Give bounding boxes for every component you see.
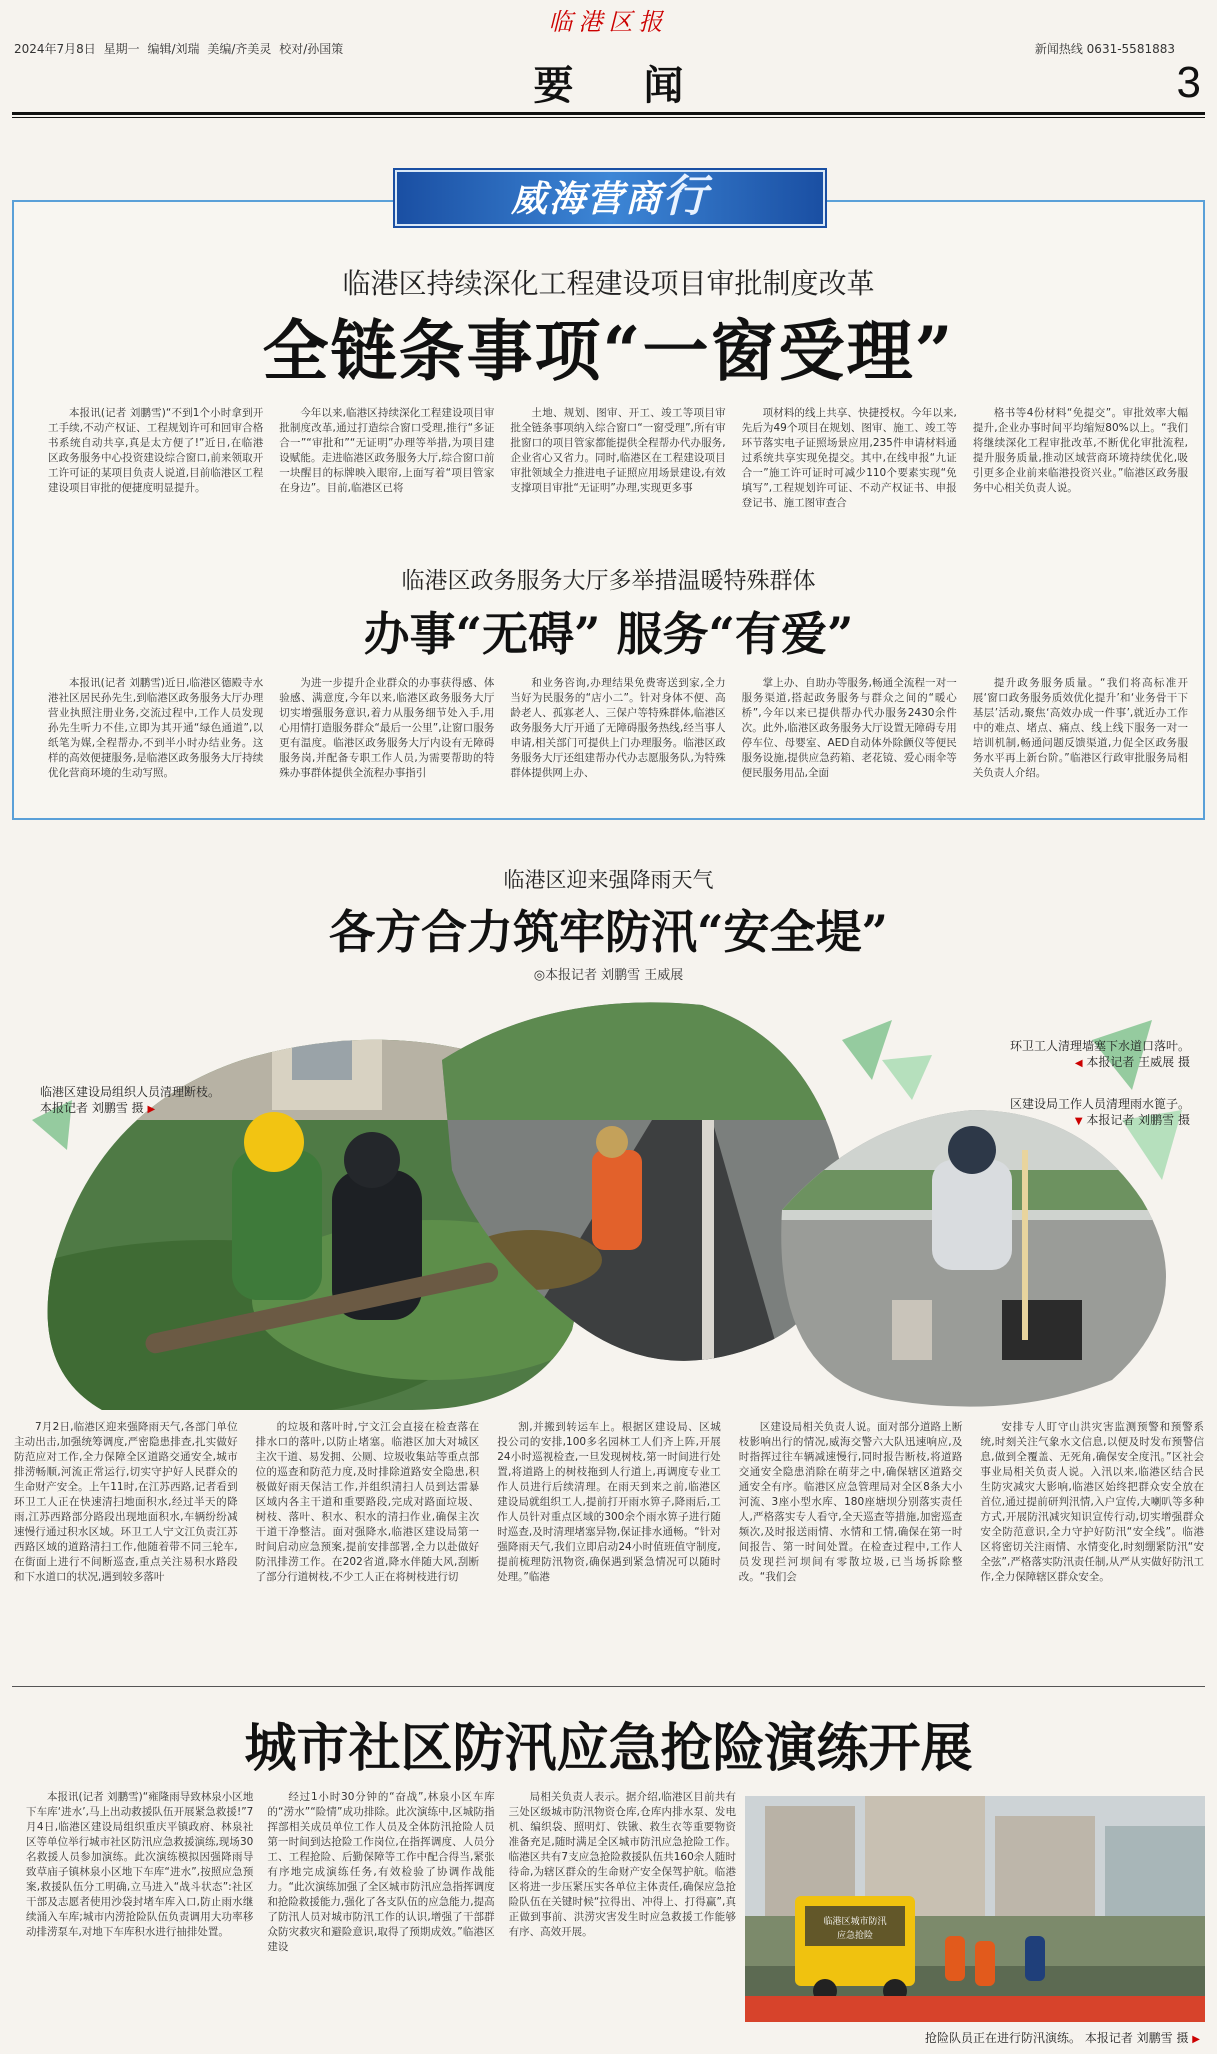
truck-label-2: 应急抢险 <box>836 1931 874 1941</box>
article1-col-4: 项材料的线上共享、快捷授权。今年以来,先后为49个项目在规划、图审、施工、竣工等环节落实电子证照场景应用,235件申请材料通过系统共享实现免提交。其中,在线申报“九证合一”施工许可证时可减少110个要素实现“免填写”,工程规划许可证、不动产权证书、申报登记书、施工图审查合 <box>741 407 957 509</box>
caption-right-top-credit: 本报记者 王威展 摄 <box>1086 1055 1190 1069</box>
article3-kicker: 临港区迎来强降雨天气 <box>503 868 714 892</box>
article3-col-4: 区建设局相关负责人说。面对部分道路上断枝影响出行的情况,威海交警六大队迅速响应,及时指挥过往车辆减速慢行,同时报告断枝,将道路交通安全隐患消除在萌芽之中,确保辖区道路交通安全有序。临港区应急管理局对全区8条大小河流、3座小型水库、180座塘坝分别落实责任人,严格落实专人看守,全天巡查等措施,加密巡查频次,及时报送雨情、水情和工情,确保在第一时间报告、第一时间处置。在检查过程中,工作人员发现拦河坝间有零散垃圾,已当场拆除整改。“我们会 <box>738 1421 963 1583</box>
date: 2024年7月8日 <box>14 42 96 56</box>
banner-big-char: 行 <box>663 171 709 222</box>
caption-right-mid-text: 区建设局工作人员清理雨水篦子。 <box>1009 1097 1190 1111</box>
caption-right-mid <box>1000 1096 1190 1130</box>
article2-col-2: 为进一步提升企业群众的办事获得感、体验感、满意度,今年以来,临港区政务服务大厅切实增强服务意识,着力从服务细节处入手,用心用情打造服务群众“最后一公里”,让窗口服务更有温度。临港区政务服务大厅内设有无障碍服务岗,并配备专职工作人员,为需要帮助的特殊办事群体提供全流程办事指引 <box>279 677 495 779</box>
article1-col-5: 格书等4份材料“免提交”。审批效率大幅提升,企业办事时间平均缩短80%以上。“我们将继续深化工程审批改革,不断优化审批流程,提升服务质量,推动区域营商环境持续优化,吸引更多企业前来临港投资兴业。”临港区政务服务中心相关负责人说。 <box>972 407 1189 494</box>
masthead: 临港区报 <box>548 8 669 36</box>
article4-body <box>26 1790 736 2030</box>
drill-photo <box>745 1796 1205 2022</box>
article2-col-5: 提升政务服务质量。“我们将高标准开展‘窗口政务服务质效优化提升’和‘业务骨干下基层’活动,聚焦‘高效办成一件事’,就近办工作中的难点、堵点、痛点、线上线下服务一对一培训机制,畅通问题反馈渠道,力促全区政务服务水平再上新台阶。”临港区行政审批服务局相关负责人介绍。 <box>972 677 1189 779</box>
proofreader: 校对/孙国策 <box>279 42 344 56</box>
caption-left-credit: 本报记者 刘鹏雪 摄 <box>40 1101 144 1115</box>
article2-headline: 办事“无碍” 服务“有爱” <box>363 607 854 661</box>
header-rule <box>12 112 1205 115</box>
header-rule-thin <box>12 117 1205 118</box>
truck-label-1: 临港区城市防汛 <box>823 1917 887 1927</box>
caption-left-text: 临港区建设局组织人员清理断枝。 <box>40 1085 221 1099</box>
article4-col-3: 局相关负责人表示。据介绍,临港区目前共有三处区级城市防汛物资仓库,仓库内排水泵、发电机、编织袋、照明灯、铁锹、救生衣等重要物资准备充足,随时满足全区城市防汛应急抢险工作。临港区共有7支应急抢险救援队伍共160余人随时待命,为辖区群众的生命财产安全保驾护航。临港区将进一步压紧压实各单位主体责任,确保应急抢险队伍在关键时候“拉得出、冲得上、打得赢”,真正做到事前、洪涝灾害发生时应急救援工作能够有序、高效开展。 <box>508 1791 736 1938</box>
article3-headline: 各方合力筑牢防汛“安全堤” <box>329 905 888 959</box>
pointer-right-icon: ▶ <box>1192 2034 1200 2045</box>
article2-col-4: 掌上办、自助办等服务,畅通全流程一对一服务渠道,搭起政务服务与群众之间的“暖心桥”,今年以来已提供帮办代办服务2430余件次。此外,临港区政务服务大厅设置无障碍专用停车位、母婴室、AED自动体外除颤仪等便民服务设施,提供应急药箱、老花镜、爱心雨伞等便民服务用品,全面 <box>741 677 957 779</box>
article2-kicker: 临港区政务服务大厅多举措温暖特殊群体 <box>401 568 816 594</box>
article1-col-2: 今年以来,临港区持续深化工程建设项目审批制度改革,通过打造综合窗口受理,推行“多证合一”“审批和”“无证明”办理等举措,为项目建设赋能。走进临港区政务服务大厅,综合窗口前一块醒目的标牌映入眼帘,上面写着“项目管家在身边”。目前,临港区已将 <box>279 407 495 494</box>
article1-col-1: 本报讯(记者 刘鹏雪)“不到1个小时拿到开工手续,不动产权证、工程规划许可和回审合格书系统自动共享,真是太方便了!”近日,在临港区政务服务中心投资建设综合窗口,前来领取开工许可证的某项目负责人说道,目前临港区工程建设项目审批的便捷度明显提升。 <box>48 407 264 494</box>
article1-body <box>48 406 1188 524</box>
article3-col-1: 7月2日,临港区迎来强降雨天气,各部门单位主动出击,加强统筹调度,严密隐患排查,扎实做好防范应对工作,全力保障全区道路交通安全,城市排涝畅顺,河流正常运行,切实守护好人民群众的生命财产安全。上午11时,在江苏西路,记者看到环卫工人正在快速清扫地面积水,经过半天的降雨,江苏西路部分路段出现地面积水,车辆纷纷减速慢行通过积水区域。环卫工人宁文江负责江苏西路区域的道路清扫工作,他随着带不同三轮车,在街面上进行不间断巡查,重点关注易积水路段和下水道口的状况,遇到较多落叶 <box>14 1421 238 1583</box>
article4-col-1: 本报讯(记者 刘鹏雪)“雍隆雨导致林泉小区地下车库‘进水’,马上出动救援队伍开展紧急救援!”7月4日,临港区建设局组织重庆平镇政府、林泉社区等单位举行城市社区防汛应急救援演练,现场30名救援人员参加演练。此次演练模拟因强降雨导致草庙子镇林泉小区地下车库“进水”,按照应急预案,救援队伍分工明确,立马进入“战斗状态”:社区干部及志愿者使用沙袋封堵车库入口,防止雨水继续涌入车库;城市内涝抢险队伍负责调用大功率移动排涝泵车,对地下车库积水进行抽排处置。 <box>26 1791 254 1938</box>
article2-col-1: 本报讯(记者 刘鹏雪)近日,临港区德殿寺水港社区居民孙先生,到临港区政务服务大厅办理营业执照注册业务,交流过程中,工作人员发现孙先生听力不佳,立即为其开通“绿色通道”,以纸笔为媒,全程帮办,不到半小时办结业务。这样的高效便捷服务,是临港区政务服务大厅持续优化营商环境的生动写照。 <box>48 677 264 779</box>
caption-left <box>40 1084 220 1118</box>
article4-col-2: 经过1小时30分钟的“奋战”,林泉小区车库的“涝水”“险情”成功排除。此次演练中,区城防指挥部相关成员单位工作人员及全体防汛抢险人员第一时间到达抢险工作岗位,在指挥调度、人员分工、工程抢险、后勤保障等工作中配合得当,紧张有序地完成演练任务,有效检验了协调作战能力。“此次演练加强了全区城市防汛应急指挥调度和抢险救援能力,强化了各支队伍的应急能力,提高了防汛人员对城市防汛工作的认识,增强了干部群众防灾救灾和避险意识,取得了预期成效。”临港区建设 <box>267 1791 495 1953</box>
hotline: 新闻热线 0631-5581883 <box>1034 42 1175 56</box>
article3-col-5: 安排专人盯守山洪灾害监测预警和预警系统,时刻关注气象水文信息,以便及时发布预警信息,做到全覆盖、无死角,确保安全度汛。”区社会事业局相关负责人说。入汛以来,临港区结合民生防灾减灾大影响,临港区始终把群众安全放在首位,通过提前研判汛情,入户宣传,大喇叭等多种方式,开展防汛减灾知识宣传行动,切实增强群众安全防范意识,全力守护好防汛“安全线”。临港区将密切关注雨情、水情变化,时刻绷紧防汛“安全弦”,严格落实防汛责任制,从严从实做好防汛工作,全力保障辖区群众安全。 <box>980 1421 1204 1583</box>
article3-col-3: 割,并搬到转运车上。根据区建设局、区城投公司的安排,100多名园林工人们齐上阵,开展24小时巡视检查,一旦发现树枝,第一时间进行处置,将道路上的树枝拖到人行道上,再调度专业工作人员进行后续清理。在雨天到来之前,临港区建设局就组织工人,提前打开雨水箅子,降雨后,工作人员针对重点区域的300余个雨水箅子进行随时巡查,及时清理堵塞异物,保证排水通畅。“针对强降雨天气,我们立即启动24小时值班值守制度,提前梳理防汛物资,确保遇到紧急情况可以随时处理。”临港 <box>497 1421 721 1583</box>
article1-kicker: 临港区持续深化工程建设项目审批制度改革 <box>342 267 875 300</box>
column-banner <box>395 170 825 226</box>
article3-col-2: 的垃圾和落叶时,宁文江会直接在检查落在排水口的落叶,以防止堵塞。临港区加大对城区主次干道、易发拥、公厕、垃圾收集站等重点部位的巡查和防范力度,及时排除道路安全隐患,积极做好雨天保洁工作,并组织清扫人员到达雷暴区域内各主干道和重要路段,完成对路面垃圾、树枝、落叶、积水、积水的清扫作业,确保主次干道干净整洁。面对强降水,临港区建设局第一时间启动应急预案,提前安排部署,全力以赴做好防汛排涝工作。在202省道,降水伴随大风,刮断了部分行道树枝,不少工人正在将树枝进行切 <box>255 1421 480 1583</box>
drill-photo-caption-text: 抢险队员正在进行防汛演练。 本报记者 刘鹏雪 摄 <box>925 2031 1189 2045</box>
section-title: 要闻 <box>533 62 754 109</box>
drill-photo-caption <box>420 2030 1200 2048</box>
pointer-down-icon: ▼ <box>1074 1116 1083 1127</box>
article1-col-3: 土地、规划、图审、开工、竣工等项目审批全链条事项纳入综合窗口“一窗受理”,所有审批窗口的项目管家都能提供全程帮办代办服务,企业省心又省力。同时,临港区在工程建设项目审批领域全力推进电子证照应用场景建设,有效支撑项目审批“无证明”办理,实现更多事 <box>510 407 726 494</box>
article3-byline: ◎本报记者 刘鹏雪 王威展 <box>533 968 684 983</box>
article4-headline: 城市社区防汛应急抢险演练开展 <box>244 1718 973 1779</box>
designer: 美编/齐美灵 <box>207 42 272 56</box>
article2-col-3: 和业务咨询,办理结果免费寄送到家,全力当好为民服务的“店小二”。针对身体不便、高龄老人、孤寡老人、三保户等特殊群体,临港区政务服务大厅开通了无障碍服务热线,经当事人申请,相关部门可提供上门办理服务。临港区政务服务大厅还组建帮办代办志愿服务队,为特殊群体提供网上办、 <box>510 677 726 779</box>
article1-headline: 全链条事项“一窗受理” <box>262 312 955 390</box>
article3-body <box>14 1420 1204 1672</box>
pointer-left-icon: ◀ <box>1074 1058 1083 1069</box>
editor: 编辑/刘瑞 <box>147 42 200 56</box>
caption-right-top <box>1000 1038 1190 1072</box>
pointer-right-icon: ▶ <box>147 1104 156 1115</box>
banner-text: 威海营商 <box>510 178 663 220</box>
weekday: 星期一 <box>103 42 140 56</box>
section-divider <box>12 1686 1205 1687</box>
caption-right-mid-credit: 本报记者 刘鹏雪 摄 <box>1086 1113 1190 1127</box>
page-number: 3 <box>1176 58 1201 107</box>
drill-photo-graphic <box>745 1796 1205 2022</box>
article2-body <box>48 676 1188 808</box>
caption-right-top-text: 环卫工人清理墙塞下水道口落叶。 <box>1009 1039 1190 1053</box>
